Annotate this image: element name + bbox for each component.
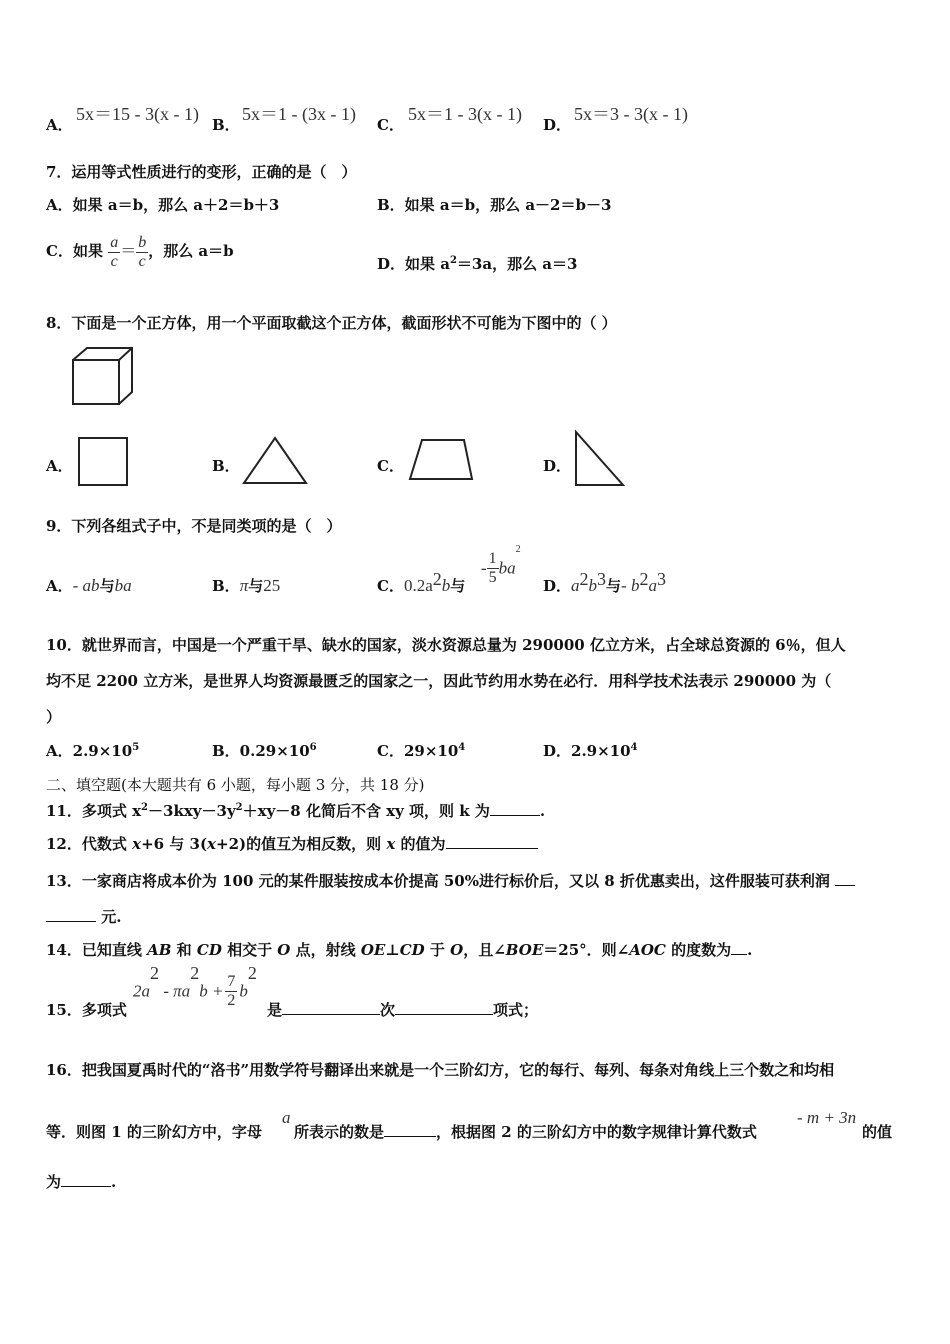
q10-option-c: C．$29\times 10^4$ <box>377 742 466 760</box>
q16-algebraic-expression: - m + 3n <box>797 1108 857 1127</box>
q9-option-b: B．π与25 <box>212 576 281 595</box>
cube-figure <box>70 346 136 408</box>
q6-option-d-label: D． <box>543 116 572 134</box>
q6-option-b-expr: 5x＝1 - (3x - 1) <box>242 104 356 124</box>
q16-line-2-start: 等．则图 1 的三阶幻方中，字母 <box>46 1123 262 1141</box>
q8-option-b-label: B． <box>212 457 240 475</box>
q6-option-b-label: B． <box>212 116 240 134</box>
q7-option-c-fraction-right: $\frac{b}{c}$ <box>138 233 147 270</box>
q6-option-d-expr: 5x＝3 - 3(x - 1) <box>574 104 688 124</box>
q10-line-2: 均不足 2200 立方米，是世界人均资源最匮乏的国家之一，因此节约用水势在必行．用科学技术法表示 290000 为（ <box>46 672 832 690</box>
q9-option-c: C．$0.2a^2b$与 <box>377 569 466 595</box>
q7-option-c-pre: C．如果 <box>46 242 103 260</box>
q16-line-2-mid: 所表示的数是 ，根据图 2 的三阶幻方中的数字规律计算代数式 <box>294 1123 757 1141</box>
q11-line: 11．多项式 $x^2-3kxy-3y^2+xy-8$ 化简后不含 xy 项，则 k 为 . <box>46 802 546 820</box>
q8-option-d-right-triangle <box>574 430 626 488</box>
q6-option-c-label: C． <box>377 116 404 134</box>
q6-option-a-expr: 5x＝15 - 3(x - 1) <box>76 104 199 124</box>
q15-line: 是 次 项式； <box>267 1001 539 1019</box>
q7-option-a: A．如果 a＝b，那么 a＋2＝b＋3 <box>46 196 280 214</box>
q7-option-c-fraction-left: $\frac{a}{c}$ <box>110 233 119 270</box>
q7-stem: 7．运用等式性质进行的变形，正确的是（ ） <box>46 163 357 181</box>
q8-stem: 8．下面是一个正方体，用一个平面取截这个正方体，截面形状不可能为下图中的（ ） <box>46 314 617 332</box>
q8-option-d-label: D． <box>543 457 572 475</box>
q10-option-a: A．$2.9\times 10^5$ <box>46 742 140 760</box>
q12-answer-blank[interactable] <box>446 834 538 849</box>
q9-option-a: A．- ab与ba <box>46 576 132 595</box>
q16-answer-blank-a[interactable] <box>384 1122 436 1137</box>
q6-option-c-expr: 5x＝1 - 3(x - 1) <box>408 104 522 124</box>
q16-line-2-end: 的值 <box>862 1123 893 1141</box>
q15-polynomial: $2a^2 - \pi a^2b$ + $\frac{7}{2}$ $b^2$ <box>133 963 257 1009</box>
q10-option-b: B．$0.29\times 10^6$ <box>212 742 317 760</box>
section-2-heading: 二、填空题(本大题共有 6 小题，每小题 3 分，共 18 分) <box>46 776 425 794</box>
q7-option-c <box>46 231 234 272</box>
q16-answer-blank-value[interactable] <box>61 1172 111 1187</box>
q8-option-a-label: A． <box>46 457 73 475</box>
q16-line-1: 16．把我国夏禹时代的“洛书”用数学符号翻译出来就是一个三阶幻方，它的每行、每列、每条对角线上三个数之和均相 <box>46 1061 835 1079</box>
q8-option-a-square <box>78 437 130 487</box>
q6-option-a-label: A． <box>46 116 73 134</box>
q15-terms-blank[interactable] <box>395 1000 493 1015</box>
q14-answer-blank[interactable] <box>731 940 747 955</box>
q10-option-d: D．$2.9\times 10^4$ <box>543 742 638 760</box>
q8-option-c-label: C． <box>377 457 404 475</box>
q16-line-3: 为 . <box>46 1173 117 1191</box>
q9-option-c-second-term: - $\frac{1}{5}$ $ba^2$ <box>481 544 521 586</box>
q8-option-b-triangle <box>242 436 308 486</box>
q15-degree-blank[interactable] <box>282 1000 380 1015</box>
q16-letter-a: a <box>282 1108 291 1127</box>
q7-option-d: D．如果 $a^2=3a$，那么 a＝3 <box>377 255 578 273</box>
q7-option-b: B．如果 a＝b，那么 a－2＝b－3 <box>377 196 612 214</box>
q7-option-c-post: ，那么 a＝b <box>148 242 234 260</box>
q13-line-2: 元. <box>46 907 121 927</box>
q9-stem: 9．下列各组式子中，不是同类项的是（ ） <box>46 517 342 535</box>
q14-line: 14．已知直线 AB 和 CD 相交于 O 点，射线 OE⊥CD 于 O，且∠BOE＝25°．则∠AOC 的度数为 . <box>46 941 753 959</box>
q7-option-c-equals: ＝ <box>120 243 137 260</box>
q13-answer-blank-end[interactable] <box>46 907 96 922</box>
q12-line: 12．代数式 x+6 与 3(x+2)的值互为相反数，则 x 的值为 <box>46 834 538 854</box>
q13-line-1: 13．一家商店将成本价为 100 元的某件服装按成本价提高 50%进行标价后，又以 8 折优惠卖出，这件服装可获利润 <box>46 871 855 891</box>
q13-answer-blank-start[interactable] <box>835 871 855 886</box>
q9-option-d: D．$a^2b^3$与- $b^2a^3$ <box>543 569 666 595</box>
q15-prefix: 15．多项式 <box>46 1001 127 1019</box>
q8-option-c-trapezoid <box>408 438 474 482</box>
q11-answer-blank[interactable] <box>490 801 540 816</box>
q10-line-1: 10．就世界而言，中国是一个严重干旱、缺水的国家，淡水资源总量为 290000 亿立方米，占全球总资源的 6％，但人 <box>46 636 846 654</box>
q10-line-3: ） <box>46 708 62 726</box>
